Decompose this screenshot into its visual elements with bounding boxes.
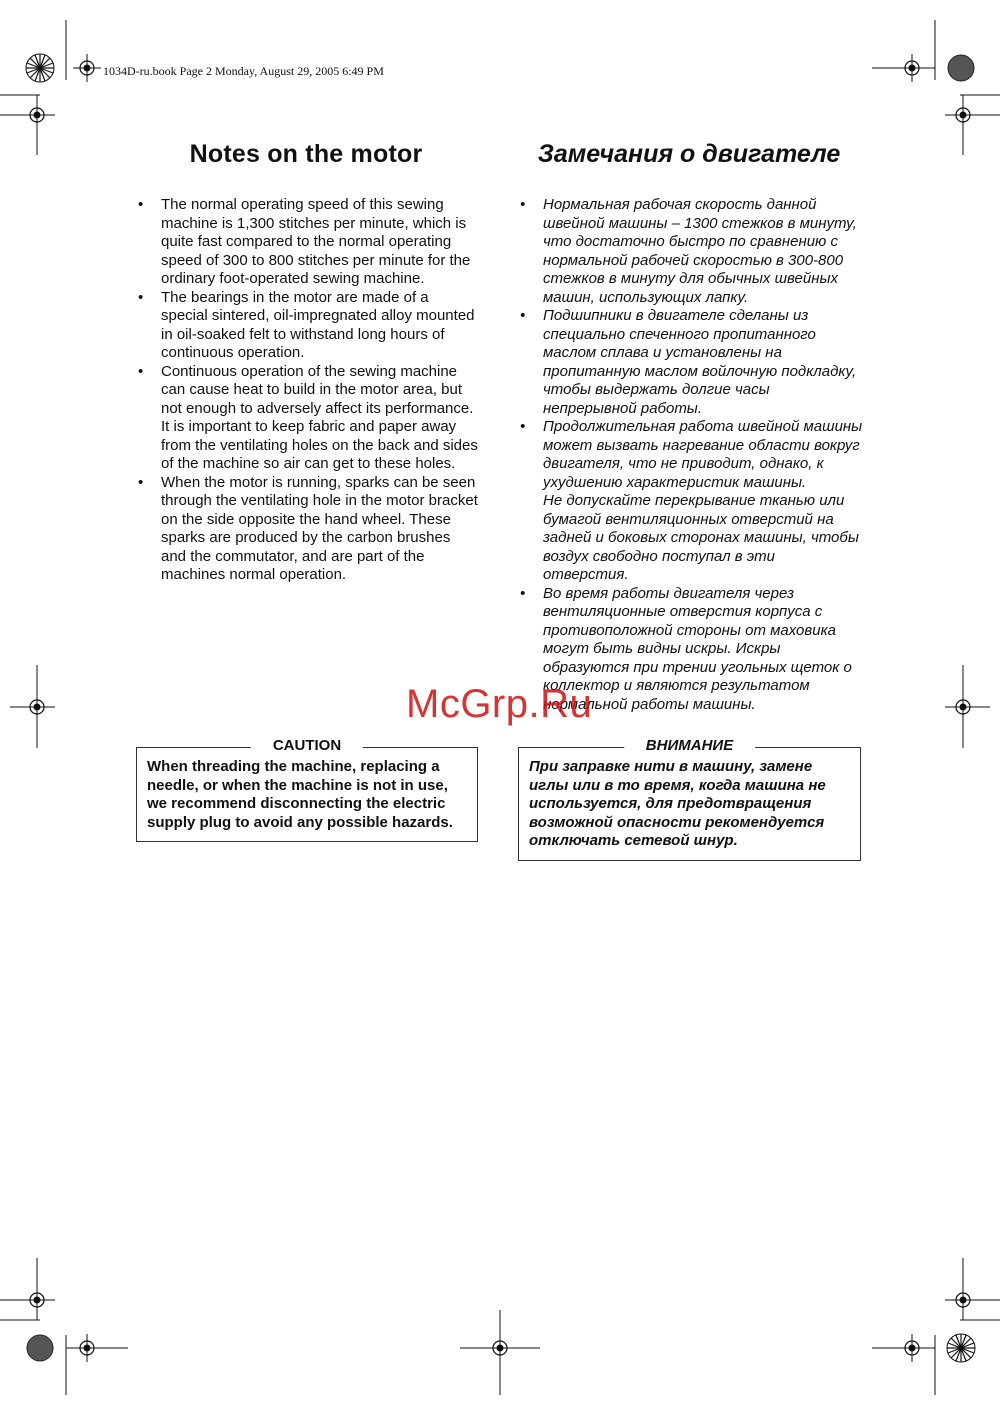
list-item-text: Continuous operation of the sewing machine can cause heat to build in the motor area, but not enough to adversely affect its performance. — [161, 362, 474, 417]
list-item-text: When the motor is running, sparks can be seen through the ventilating hole in the motor bracket on the side opposite the hand wheel. These sparks are produced by the carbon brushes and the commutator, and are part of the machines normal operation. — [161, 473, 478, 583]
caution-label: ВНИМАНИЕ — [624, 736, 755, 756]
list-item-text: The normal operating speed of this sewing machine is 1,300 stitches per minute, which is quite fast compared to the normal operating speed of 300 to 800 stitches per minute for the ordinary foot-operated sewing machine. — [161, 196, 471, 287]
english-notes-list — [136, 196, 478, 585]
reg-mark-top-left — [73, 54, 101, 82]
list-item — [136, 363, 478, 474]
list-item-extra-text: It is important to keep fabric and paper away from the ventilating holes on the back and sides of the machine so air can get to these holes. — [161, 418, 478, 472]
list-item-text: Продолжительная работа швейной машины может вызвать нагревание области вокруг двигателя, что не приводит, однако, к ухудшению характеристик машины. — [543, 418, 863, 491]
caution-text: When threading the machine, replacing a needle, or when the machine is not in use, we recommend disconnecting the electric supply plug to avoid any possible hazards. — [147, 758, 453, 831]
list-item — [518, 418, 864, 585]
caution-label: CAUTION — [251, 736, 363, 756]
caution-box-english — [136, 737, 478, 842]
russian-notes-list — [518, 196, 864, 714]
list-item-text: Подшипники в двигателе сделаны из специально спеченного пропитанного маслом сплава и установлены на пропитанную маслом войлочную подкладку, чтобы выдержать долгие часы непрерывной работы. — [543, 307, 857, 417]
star-mark-bottom-right — [947, 1334, 975, 1362]
russian-notes-column — [518, 196, 864, 714]
english-notes-column — [136, 196, 478, 585]
list-item — [136, 474, 478, 585]
title-english: Notes on the motor — [189, 140, 423, 168]
dot-mark-bottom-left — [27, 1335, 53, 1361]
title-russian: Замечания о двигателе — [537, 140, 841, 168]
list-item — [518, 196, 864, 307]
list-item-extra-text: Не допускайте перекрывание тканью или бумагой вентиляционных отверстий на задней и боковых сторонах машины, чтобы воздух свободно поступал в эти отверстия. — [543, 492, 859, 583]
dot-mark-top-right — [948, 55, 974, 81]
watermark: McGrp.Ru — [406, 682, 593, 726]
list-item-text: Нормальная рабочая скорость данной швейной машины – 1300 стежков в минуту, что достаточно быстро по сравнению с нормальной рабочей скоростью в 300-800 стежков в минуту для обычных швейных машин, использующих лапку. — [543, 196, 857, 306]
list-item-text: The bearings in the motor are made of a special sintered, oil-impregnated alloy mounted in oil-soaked felt to withstand long hours of continuous operation. — [161, 288, 475, 361]
list-item — [518, 307, 864, 418]
star-mark-top-left — [26, 54, 54, 82]
caution-box-russian — [518, 737, 861, 861]
list-item — [136, 289, 478, 363]
caution-text: При заправке нити в машину, замене иглы или в то время, когда машина не используется, для предотвращения возможной опасности рекомендуется отключать сетевой шнур. — [529, 758, 826, 849]
book-info-header: 1034D-ru.book Page 2 Monday, August 29, 2005 6:49 PM — [103, 64, 384, 78]
list-item-text: Во время работы двигателя через вентиляционные отверстия корпуса с противоположной стороны от маховика могут быть видны искры. Искры образуются при трении угольных щеток о коллектор и являются результатом нормальной работы машины. — [543, 584, 852, 713]
list-item — [136, 196, 478, 289]
